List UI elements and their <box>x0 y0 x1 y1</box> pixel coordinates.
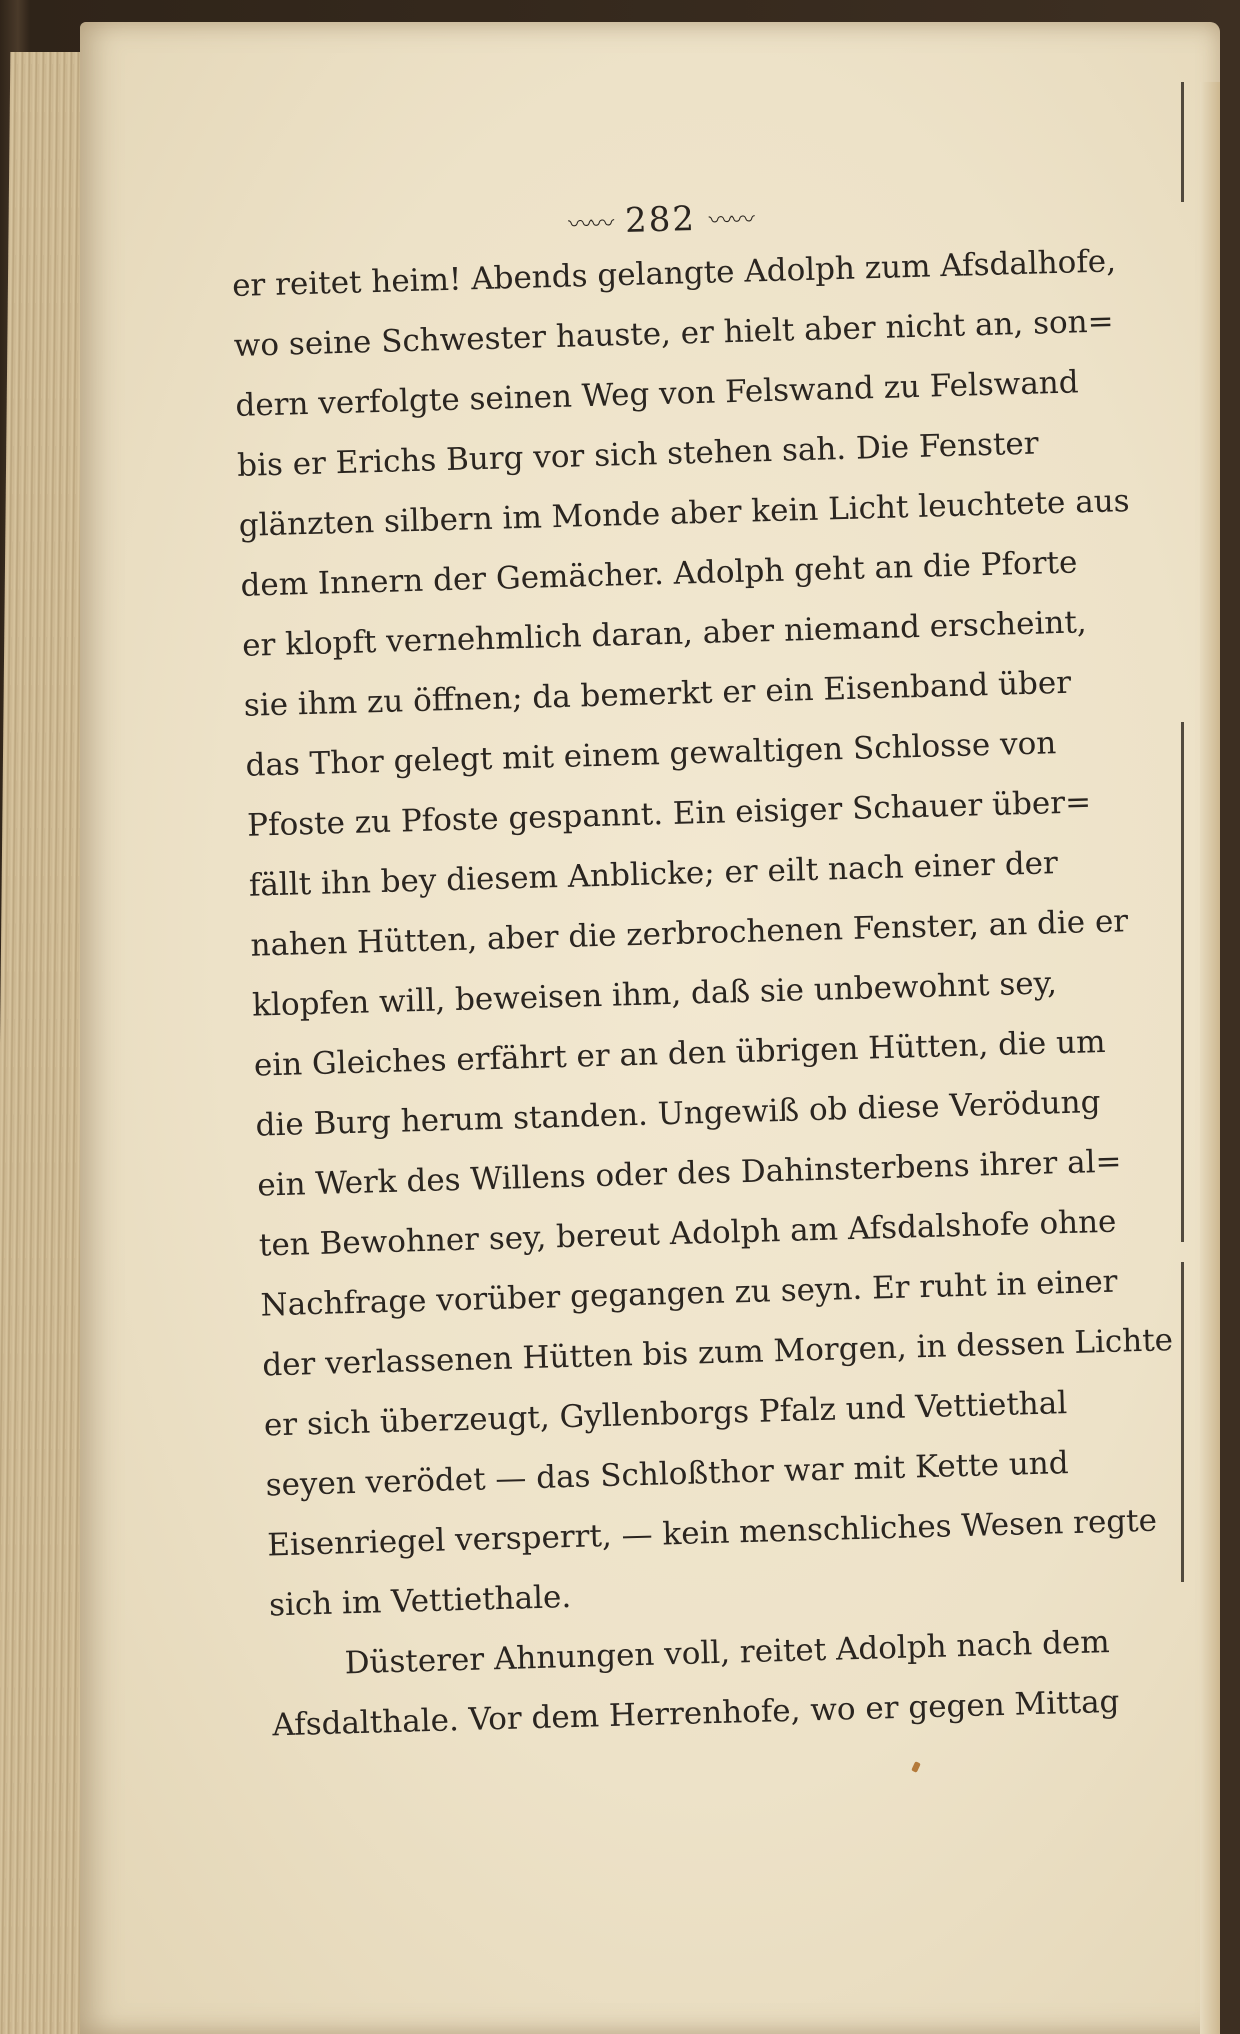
text-line: der verlassenen Hütten bis zum Morgen, in dessen Lichte <box>261 1322 1174 1384</box>
text-line: wo seine Schwester hauste, er hielt aber nicht an, son= <box>233 303 1115 364</box>
text-line: klopfen will, beweisen ihm, daß sie unbewohnt sey, <box>251 965 1058 1024</box>
text-line: dern verfolgte seinen Weg von Felswand zu Felswand <box>235 364 1080 424</box>
text-line: seyen verödet — das Schloßthor war mit Kette und <box>265 1445 1070 1504</box>
page-number: 282 <box>624 199 697 241</box>
text-line: Nachfrage vorüber gegangen zu seyn. Er ruht in einer <box>260 1263 1118 1324</box>
ornament-left: 〰〰 <box>567 209 613 239</box>
text-line: ten Bewohner sey, bereut Adolph am Afsdalshofe ohne <box>258 1203 1117 1264</box>
text-line: glänzten silbern im Monde aber kein Licht leuchtete aus <box>238 483 1131 544</box>
paragraph-start-line: Düsterer Ahnungen voll, reitet Adolph nach dem <box>344 1624 1111 1682</box>
edge-mark <box>1181 82 1184 202</box>
text-line: Pfoste zu Pfoste gespannt. Ein eisiger Schauer über= <box>246 784 1092 844</box>
edge-mark <box>1181 1262 1184 1582</box>
text-line: das Thor gelegt mit einem gewaltigen Schlosse von <box>245 725 1057 784</box>
text-line: Eisenriegel versperrt, — kein menschliches Wesen regte <box>266 1502 1158 1564</box>
text-line: bis er Erichs Burg vor sich stehen sah. Die Fenster <box>236 425 1040 484</box>
text-line: sie ihm zu öffnen; da bemerkt er ein Eisenband über <box>243 664 1072 724</box>
edge-mark <box>1181 722 1184 1242</box>
text-line: ein Gleiches erfährt er an den übrigen Hütten, die um <box>253 1023 1106 1084</box>
text-line: er klopft vernehmlich daran, aber niemand erscheint, <box>241 604 1088 664</box>
text-line: sich im Vettiethale. <box>268 1579 572 1624</box>
next-page-edge <box>1200 82 1220 2034</box>
text-line: Afsdalthale. Vor dem Herrenhofe, wo er gegen Mittag <box>271 1683 1120 1744</box>
text-line: die Burg herum standen. Ungewiß ob diese Verödung <box>255 1084 1101 1144</box>
text-line: nahen Hütten, aber die zerbrochenen Fenster, an die er <box>250 903 1129 964</box>
text-line: dem Innern der Gemächer. Adolph geht an die Pforte <box>240 544 1078 604</box>
text-line: er sich überzeugt, Gyllenborgs Pfalz und Vettiethal <box>263 1385 1068 1444</box>
ornament-right: 〰〰 <box>708 205 754 235</box>
text-line: ein Werk des Willens oder des Dahinsterbens ihrer al= <box>256 1143 1122 1204</box>
text-line: er reitet heim! Abends gelangte Adolph zum Afsdalhofe, <box>231 243 1117 304</box>
text-line: fällt ihn bey diesem Anblicke; er eilt nach einer der <box>248 845 1059 904</box>
page-text <box>230 183 1173 1756</box>
